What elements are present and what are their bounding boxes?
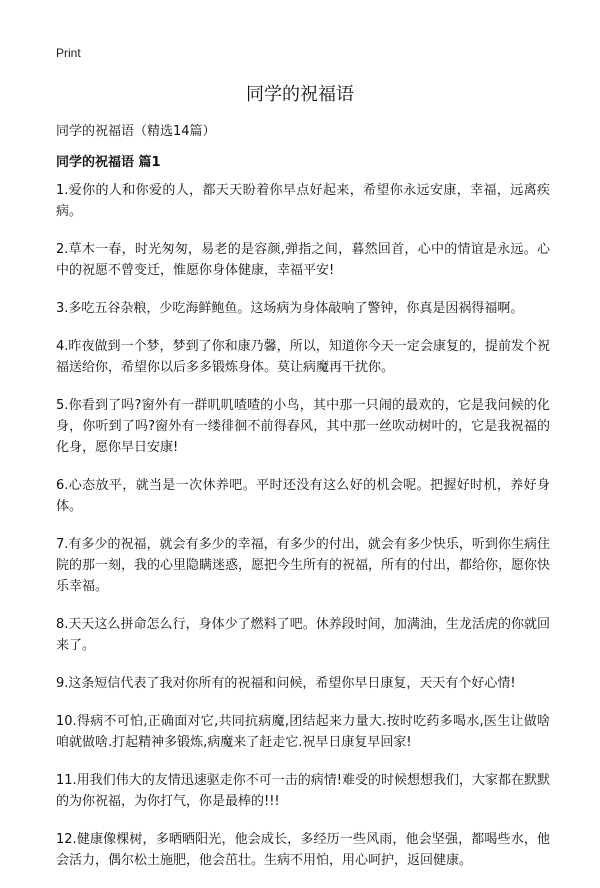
- blessing-paragraph: 6.心态放平，就当是一次休养吧。平时还没有这么好的机会呢。把握好时机，养好身体。: [56, 478, 550, 514]
- blessing-paragraph: 12.健康像棵树，多晒晒阳光，他会成长，多经历一些风雨，他会坚强，都喝些水，他会活力，偶尔松土施肥，他会茁壮。生病不用怕，用心呵护，返回健康。: [56, 832, 550, 868]
- blessing-paragraph: 11.用我们伟大的友情迅速驱走你不可一击的病情!难受的时候想想我们，大家都在默默的为你祝福，为你打气，你是最棒的!!!: [56, 773, 550, 809]
- blessing-list: [56, 180, 550, 888]
- blessing-paragraph: 8.天天这么拼命怎么行，身体少了燃料了吧。休养段时间，加满油，生龙活虎的你就回来了。: [56, 617, 550, 653]
- blessing-paragraph: 7.有多少的祝福，就会有多少的幸福，有多少的付出，就会有多少快乐，听到你生病住院的那一刻，我的心里隐瞒迷惑，愿把今生所有的祝福，所有的付出，都给你，愿你快乐幸福。: [56, 537, 551, 594]
- section-heading: 同学的祝福语 篇1: [56, 155, 161, 170]
- blessing-paragraph: 2.草木一春，时光匆匆，易老的是容颜,弹指之间，暮然回首，心中的情谊是永远。心中的祝愿不曾变迁，惟愿你身体健康，幸福平安!: [56, 242, 550, 278]
- blessing-paragraph: 1.爱你的人和你爱的人，都天天盼着你早点好起来，希望你永远安康，幸福，远离疾病。: [56, 183, 550, 219]
- blessing-paragraph: 9.这条短信代表了我对你所有的祝福和问候，希望你早日康复，天天有个好心情!: [56, 676, 516, 691]
- blessing-paragraph: 10.得病不可怕,正确面对它,共同抗病魔,团结起来力量大.按时吃药多喝水,医生让做啥咱就做啥.打起精神多锻炼,病魔来了赶走它.祝早日康复早回家!: [56, 714, 550, 750]
- document-title: 同学的祝福语: [246, 84, 354, 105]
- print-link[interactable]: Print: [56, 46, 81, 60]
- blessing-paragraph: 3.多吃五谷杂粮，少吃海鲜鲍鱼。这场病为身体敲响了警钟，你真是因祸得福啊。: [56, 301, 524, 316]
- document-subtitle: 同学的祝福语（精选14篇）: [56, 124, 216, 139]
- blessing-paragraph: 5.你看到了吗?窗外有一群叽叽喳喳的小鸟，其中那一只闹的最欢的，它是我问候的化身，你听到了吗?窗外有一缕徘徊不前得春风，其中那一丝吹动树叶的，它是我祝福的化身，愿你早日安康!: [56, 398, 550, 455]
- blessing-paragraph: 4.昨夜做到一个梦，梦到了你和康乃馨，所以，知道你今天一定会康复的，提前发个祝福送给你，希望你以后多多锻炼身体。莫让病魔再干扰你。: [56, 339, 550, 375]
